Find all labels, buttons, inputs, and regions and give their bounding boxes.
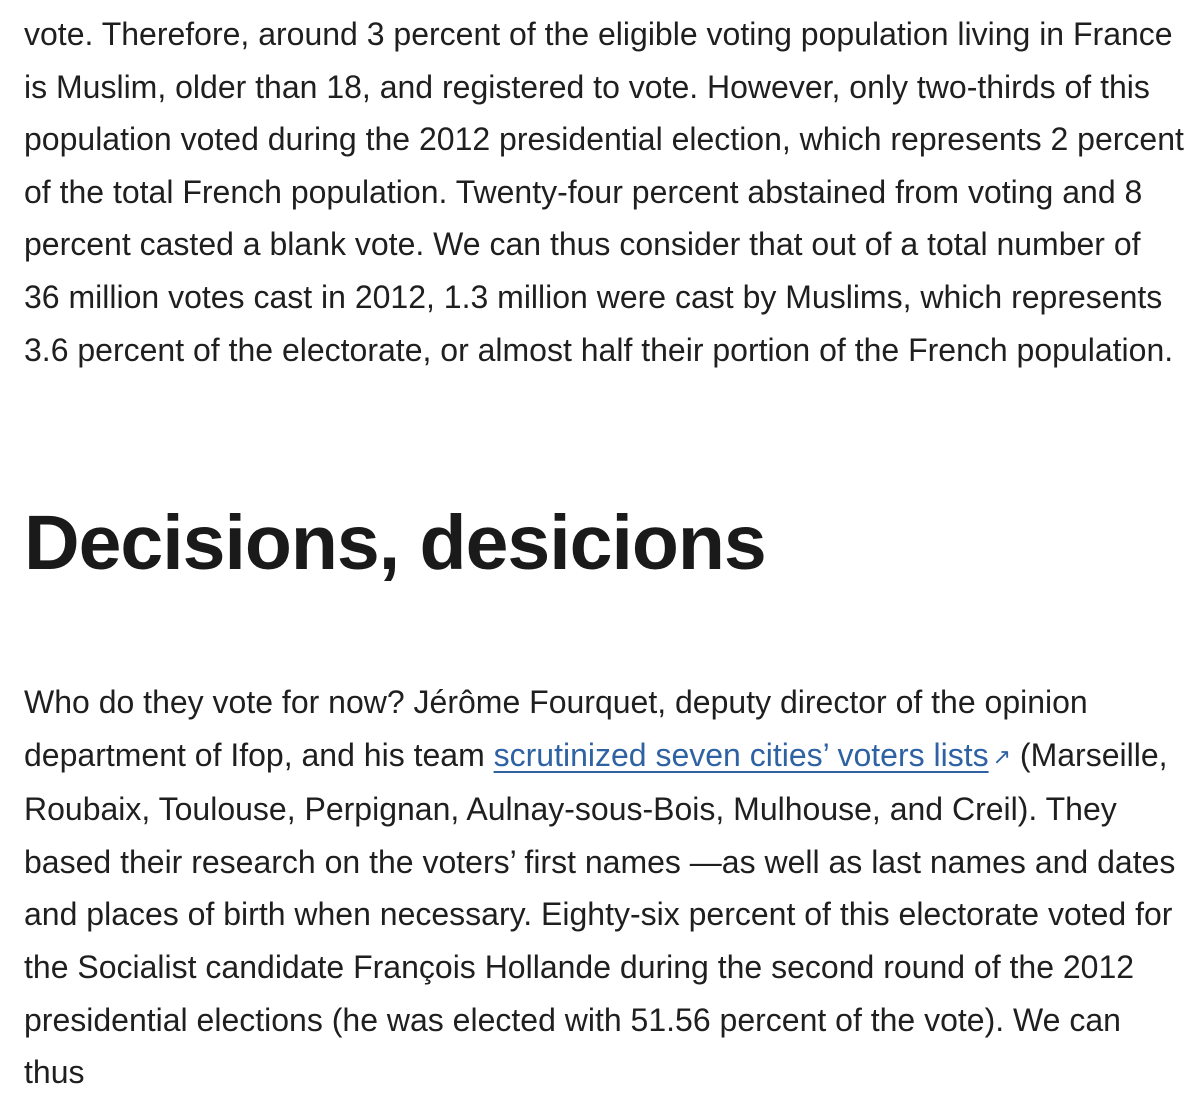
external-link-icon: ↗ xyxy=(992,743,1012,769)
paragraph-who-they-vote-for xyxy=(24,676,1184,1099)
section-heading: Decisions, desicions xyxy=(24,500,766,586)
paragraph-voting-population: vote. Therefore, around 3 percent of the eligible voting population living in France is Muslim, older than 18, and registered to vote. However, only two-thirds of this population voted during the 2012 presidential election, which represents 2 percent of the total French population. Twenty-four percent abstained from voting and 8 percent casted a blank vote. We can thus consider that out of a total number of 36 million votes cast in 2012, 1.3 million were cast by Muslims, which represents 3.6 percent of the electorate, or almost half their portion of the French population. xyxy=(24,16,1184,368)
voters-lists-link-text: scrutinized seven cities’ voters lists xyxy=(493,736,989,773)
article-body xyxy=(24,8,1184,1091)
voters-lists-link[interactable] xyxy=(494,737,1011,773)
paragraph-text-after-link: (Marseille, Roubaix, Toulouse, Perpignan, Aulnay-sous-Bois, Mulhouse, and Creil). They based their research on the voters’ first names —as well as last names and dates and places of birth when necessary. Eighty-six percent of this electorate voted for the Socialist candidate François Hollande during the second round of the 2012 presidential elections (he was elected with 51.56 percent of the vote). We can thus xyxy=(24,736,1176,1091)
paragraph-text-before-link: Who do they vote for now? Jérôme Fourquet, deputy director of the opinion department of Ifop, and his team xyxy=(24,684,1088,773)
